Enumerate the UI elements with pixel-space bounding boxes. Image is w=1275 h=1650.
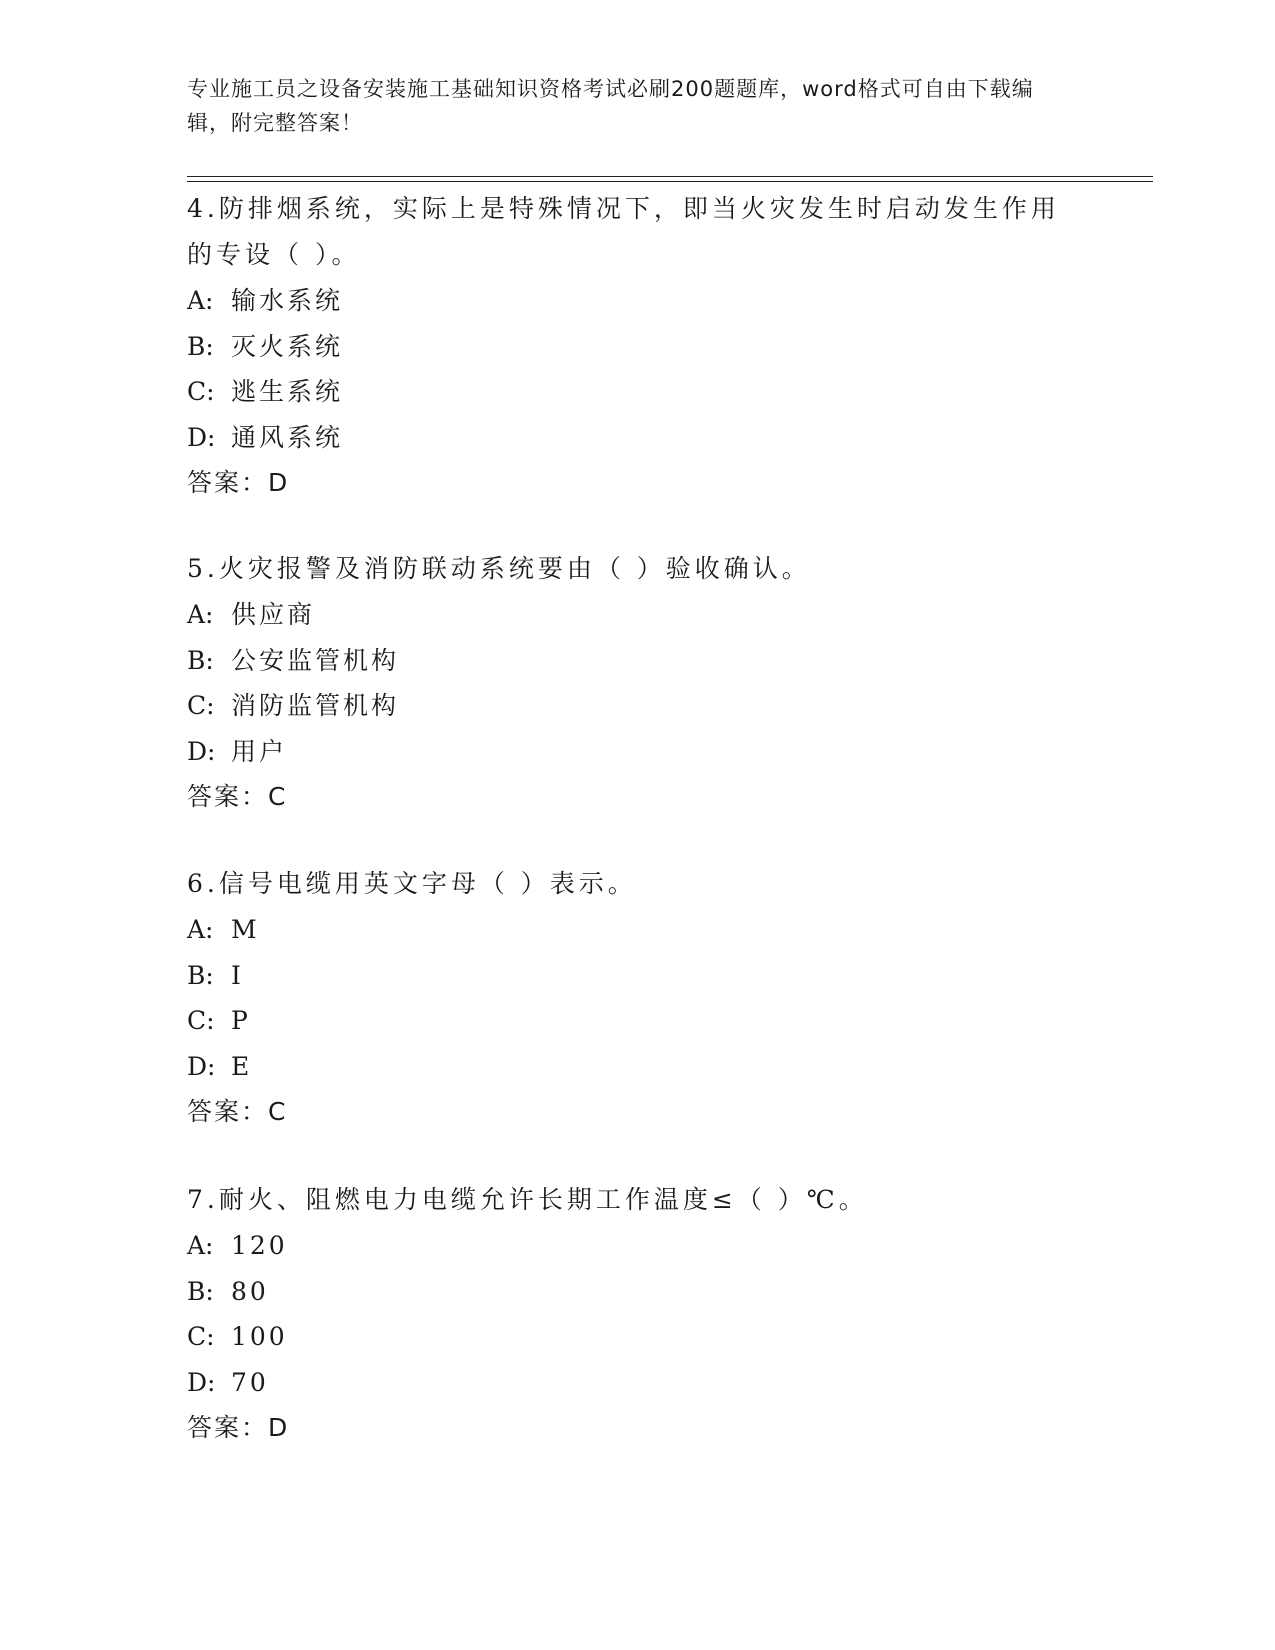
question-text: 7.耐火、阻燃电力电缆允许长期工作温度≤（ ）℃。 — [187, 1185, 868, 1214]
option-text: 公安监管机构 — [231, 645, 400, 675]
option-d — [187, 1360, 1087, 1406]
answer-label: 答案：D — [187, 1413, 290, 1442]
option-text: 供应商 — [231, 600, 316, 629]
option-d — [187, 1044, 1087, 1090]
option-text: 通风系统 — [231, 422, 344, 452]
question-item — [187, 1177, 1087, 1451]
option-letter: D: — [187, 736, 216, 766]
option-letter: C: — [187, 691, 215, 720]
answer-label: 答案：C — [187, 782, 288, 811]
answer-label: 答案：C — [187, 1097, 288, 1126]
option-letter: A: — [187, 600, 214, 629]
option-letter: B: — [187, 331, 214, 361]
option-letter: A: — [187, 1231, 214, 1260]
option-c — [187, 683, 1087, 729]
option-text: 用户 — [231, 736, 288, 766]
option-letter: D: — [187, 422, 216, 452]
option-letter: B: — [187, 960, 214, 990]
option-a — [187, 278, 1087, 324]
option-letter: B: — [187, 645, 214, 675]
option-a — [187, 1223, 1087, 1269]
option-c — [187, 998, 1087, 1044]
option-letter: A: — [187, 915, 214, 944]
option-text: 100 — [231, 1322, 288, 1351]
option-letter: C: — [187, 1006, 215, 1035]
option-letter: D: — [187, 1367, 216, 1397]
question-text: 6.信号电缆用英文字母（ ）表示。 — [187, 869, 637, 898]
question-text: 4.防排烟系统，实际上是特殊情况下，即当火灾发生时启动发生作用的专设（ ）。 — [187, 194, 1060, 269]
option-text: I — [231, 960, 244, 990]
option-text: E — [231, 1051, 253, 1081]
option-c — [187, 1314, 1087, 1360]
option-text: 70 — [231, 1367, 269, 1397]
option-text: 消防监管机构 — [231, 691, 400, 720]
header-divider-line — [187, 176, 1153, 177]
document-header-title: 专业施工员之设备安装施工基础知识资格考试必刷200题题库，word格式可自由下载编辑，附完整答案！ — [187, 77, 1034, 135]
option-text: 80 — [231, 1276, 269, 1306]
question-item — [187, 546, 1087, 820]
option-c — [187, 369, 1087, 415]
option-text: M — [231, 915, 260, 944]
question-text: 5.火灾报警及消防联动系统要由（ ）验收确认。 — [187, 554, 811, 583]
option-letter: D: — [187, 1051, 216, 1081]
option-b — [187, 324, 1087, 370]
option-d — [187, 415, 1087, 461]
option-b — [187, 953, 1087, 999]
option-letter: A: — [187, 286, 214, 315]
option-letter: B: — [187, 1276, 214, 1306]
option-letter: C: — [187, 1322, 215, 1351]
option-text: 输水系统 — [231, 286, 344, 315]
option-a — [187, 907, 1087, 953]
option-text: 120 — [231, 1231, 288, 1260]
option-a — [187, 592, 1087, 638]
question-item — [187, 186, 1087, 506]
option-b — [187, 1269, 1087, 1315]
option-text: 灭火系统 — [231, 331, 344, 361]
question-item — [187, 861, 1087, 1135]
option-letter: C: — [187, 377, 215, 406]
option-d — [187, 729, 1087, 775]
option-text: 逃生系统 — [231, 377, 344, 406]
option-text: P — [231, 1006, 251, 1035]
header-divider-line — [187, 181, 1153, 182]
option-b — [187, 638, 1087, 684]
answer-label: 答案：D — [187, 468, 290, 497]
